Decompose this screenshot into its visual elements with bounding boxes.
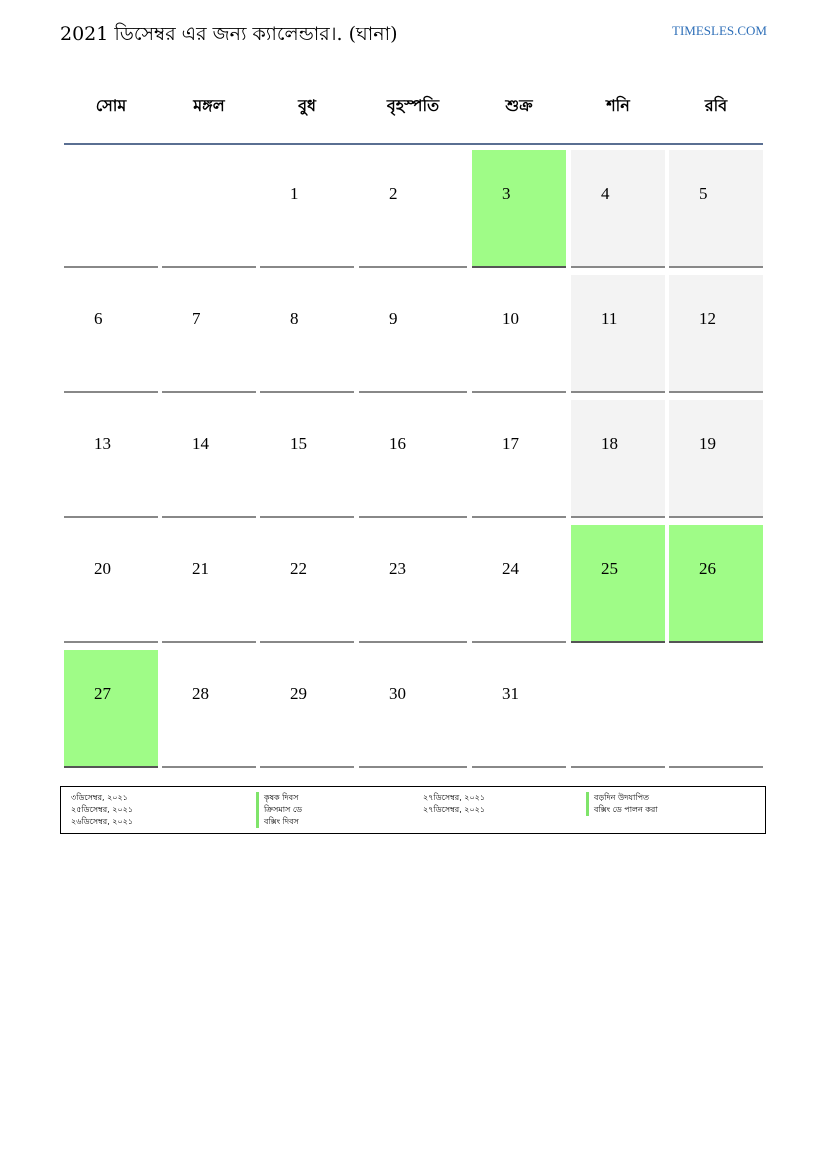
day-cell[interactable] bbox=[162, 650, 256, 768]
day-number: 16 bbox=[389, 434, 406, 453]
day-cell[interactable] bbox=[359, 400, 467, 518]
day-cell[interactable] bbox=[64, 150, 158, 268]
day-cell[interactable] bbox=[669, 150, 763, 268]
legend-column-left-date bbox=[71, 792, 133, 828]
legend-column-right-name bbox=[586, 792, 658, 816]
weekday-label: রবি bbox=[704, 96, 728, 115]
day-cell[interactable] bbox=[472, 525, 566, 643]
day-number: 3 bbox=[502, 184, 511, 203]
day-cell[interactable] bbox=[571, 275, 665, 393]
day-number: 11 bbox=[601, 309, 618, 328]
day-cell[interactable] bbox=[571, 650, 665, 768]
holiday-day-cell[interactable] bbox=[669, 525, 763, 643]
week-row bbox=[64, 520, 763, 645]
day-cell[interactable] bbox=[260, 150, 354, 268]
day-number: 8 bbox=[290, 309, 299, 328]
day-number: 24 bbox=[502, 559, 519, 578]
holiday-name: ক্রিসমাস ডে bbox=[256, 804, 302, 816]
holiday-day-cell[interactable] bbox=[571, 525, 665, 643]
weekday-label: মঙ্গল bbox=[193, 96, 225, 115]
day-cell[interactable] bbox=[359, 525, 467, 643]
day-cell[interactable] bbox=[162, 150, 256, 268]
page-title: 2021 ডিসেম্বর এর জন্য ক্যালেন্ডার।. (ঘানা) bbox=[60, 23, 398, 45]
weekday-label: শনি bbox=[606, 96, 630, 115]
day-number: 29 bbox=[290, 684, 307, 703]
holiday-date: ২৬ডিসেম্বর, ২০২১ bbox=[71, 817, 134, 826]
day-cell[interactable] bbox=[64, 275, 158, 393]
day-cell[interactable] bbox=[260, 525, 354, 643]
week-row bbox=[64, 145, 763, 270]
day-number: 13 bbox=[94, 434, 111, 453]
weekday-label: সোম bbox=[95, 96, 127, 115]
weekday-label: বৃহস্পতি bbox=[386, 96, 440, 115]
day-cell[interactable] bbox=[64, 525, 158, 643]
holiday-name: বক্সিং দিবস bbox=[256, 816, 302, 828]
day-number: 18 bbox=[601, 434, 618, 453]
day-cell[interactable] bbox=[669, 650, 763, 768]
calendar-grid bbox=[64, 70, 763, 770]
day-number: 5 bbox=[699, 184, 708, 203]
weekday-label: শুক্র bbox=[505, 96, 533, 115]
holiday-day-cell[interactable] bbox=[64, 650, 158, 768]
day-cell[interactable] bbox=[472, 275, 566, 393]
weekday-header bbox=[64, 70, 763, 145]
day-cell[interactable] bbox=[260, 275, 354, 393]
day-cell[interactable] bbox=[162, 525, 256, 643]
day-cell[interactable] bbox=[669, 275, 763, 393]
day-number: 27 bbox=[94, 684, 111, 703]
holiday-date: ২৭ডিসেম্বর, ২০২১ bbox=[423, 805, 486, 814]
legend-column-right-date bbox=[423, 792, 485, 816]
day-cell[interactable] bbox=[571, 150, 665, 268]
day-number: 12 bbox=[699, 309, 716, 328]
holiday-date: ৩ডিসেম্বর, ২০২১ bbox=[71, 793, 128, 802]
day-number: 19 bbox=[699, 434, 716, 453]
day-cell[interactable] bbox=[162, 275, 256, 393]
week-row bbox=[64, 645, 763, 770]
day-cell[interactable] bbox=[162, 400, 256, 518]
week-row bbox=[64, 395, 763, 520]
day-number: 26 bbox=[699, 559, 716, 578]
holiday-legend bbox=[60, 786, 766, 834]
day-number: 22 bbox=[290, 559, 307, 578]
day-number: 9 bbox=[389, 309, 398, 328]
legend-column-left-name bbox=[256, 792, 302, 828]
day-number: 31 bbox=[502, 684, 519, 703]
day-number: 6 bbox=[94, 309, 103, 328]
day-number: 4 bbox=[601, 184, 610, 203]
day-cell[interactable] bbox=[669, 400, 763, 518]
day-cell[interactable] bbox=[472, 650, 566, 768]
day-cell[interactable] bbox=[64, 400, 158, 518]
day-cell[interactable] bbox=[571, 400, 665, 518]
day-number: 15 bbox=[290, 434, 307, 453]
day-number: 14 bbox=[192, 434, 209, 453]
holiday-name: বড়দিন উদযাপিত bbox=[586, 792, 658, 804]
day-number: 17 bbox=[502, 434, 519, 453]
day-number: 23 bbox=[389, 559, 406, 578]
day-cell[interactable] bbox=[359, 275, 467, 393]
day-number: 1 bbox=[290, 184, 299, 203]
day-cell[interactable] bbox=[260, 650, 354, 768]
day-number: 2 bbox=[389, 184, 398, 203]
day-cell[interactable] bbox=[359, 650, 467, 768]
day-number: 25 bbox=[601, 559, 618, 578]
day-cell[interactable] bbox=[260, 400, 354, 518]
day-number: 7 bbox=[192, 309, 201, 328]
holiday-name: কৃষক দিবস bbox=[256, 792, 302, 804]
day-number: 21 bbox=[192, 559, 209, 578]
holiday-day-cell[interactable] bbox=[472, 150, 566, 268]
weekday-label: বুধ bbox=[298, 96, 316, 115]
day-number: 28 bbox=[192, 684, 209, 703]
holiday-name: বক্সিং ডে পালন করা bbox=[586, 804, 658, 816]
day-number: 10 bbox=[502, 309, 519, 328]
day-cell[interactable] bbox=[359, 150, 467, 268]
week-row bbox=[64, 270, 763, 395]
site-link[interactable]: TIMESLES.COM bbox=[672, 23, 767, 38]
day-number: 20 bbox=[94, 559, 111, 578]
day-number: 30 bbox=[389, 684, 406, 703]
holiday-date: ২৭ডিসেম্বর, ২০২১ bbox=[423, 793, 486, 802]
holiday-date: ২৫ডিসেম্বর, ২০২১ bbox=[71, 805, 134, 814]
calendar-weeks bbox=[64, 145, 763, 770]
day-cell[interactable] bbox=[472, 400, 566, 518]
